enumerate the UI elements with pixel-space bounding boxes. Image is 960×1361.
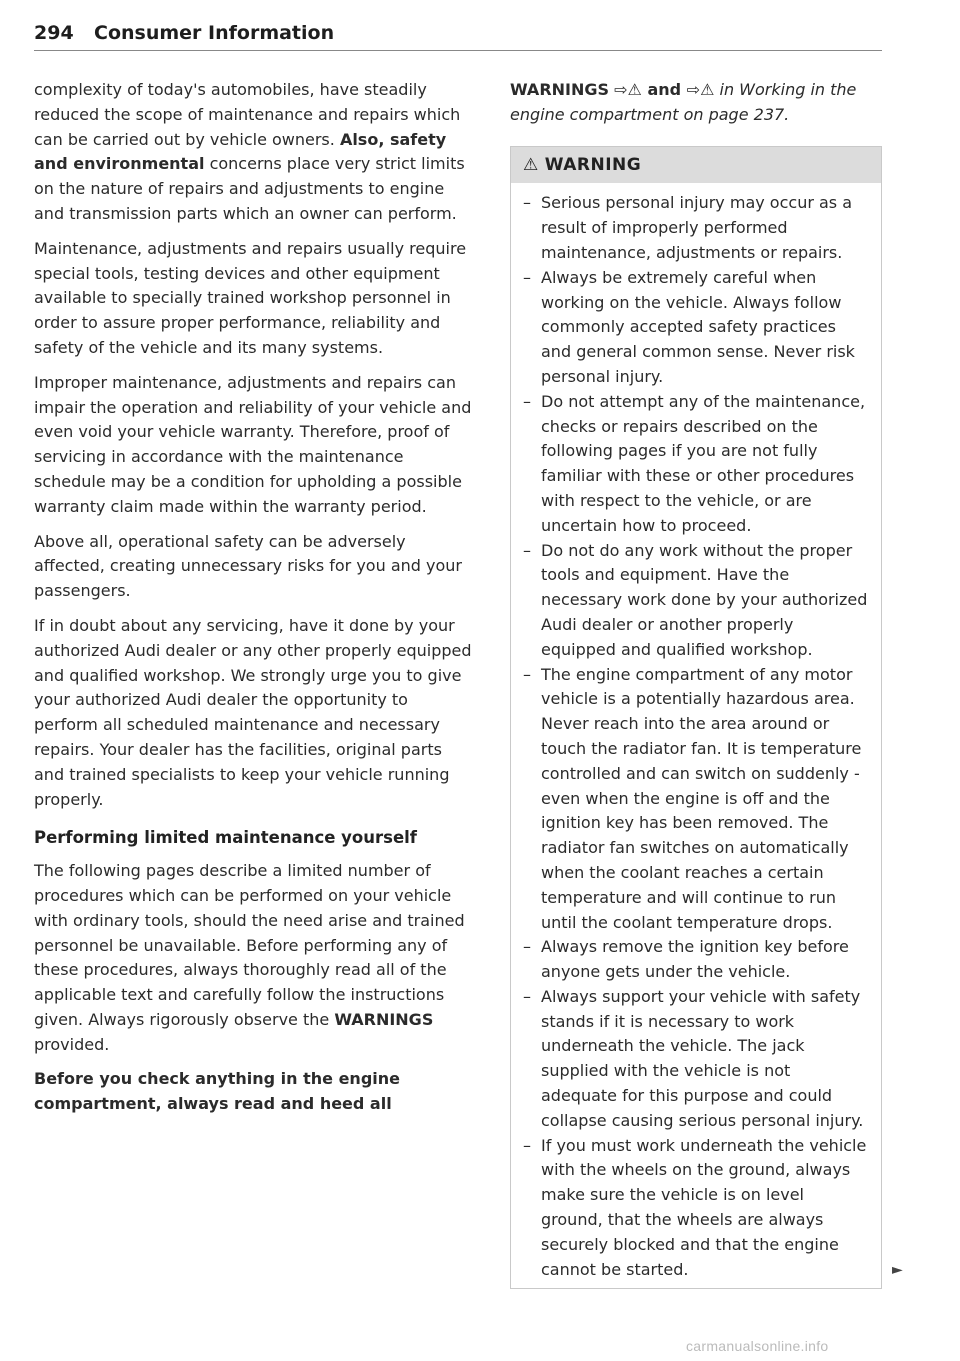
paragraph-4: Above all, operational safety can be adversely affected, creating unnecessary risks for you and your passengers. [34,531,462,601]
paragraph-1-text: complexity of today's automobiles, have steadily reduced the scope of maintenance and repairs which can be carried out by vehicle owners. [34,80,461,149]
warning-box [510,146,882,1290]
warning-item: – Always be extremely careful when working on the vehicle. Always follow commonly accepted safety practices and general common sense. Never risk personal injury. [523,266,869,390]
paragraph-5: If in doubt about any servicing, have it done by your authorized Audi dealer or any other properly equipped and qualified workshop. We strongly urge you to give your authorized Audi dealer the opportunity to perform all scheduled maintenance and necessary repairs. Your dealer has the facilities, original parts and trained specialists to keep your vehicle running properly. [34,615,472,809]
warnings-ref-text: in Working in the engine compartment on page 237. [510,80,857,124]
paragraph-3: Improper maintenance, adjustments and repairs can impair the operation and reliability of your vehicle and even void your vehicle warranty. Therefore, proof of servicing in accordance with the maintenance schedule may be a condition for upholding a possible warranty claim made within the warranty period. [34,372,472,516]
paragraph-1 [34,78,474,227]
warning-item: – The engine compartment of any motor vehicle is a potentially hazardous area. Never reach into the area around or touch the radiator fan. It is temperature controlled and can switch on suddenly - even when the engine is off and the ignition key has been removed. The radiator fan switches on automatically when the coolant reaches a certain temperature and will continue to run until the coolant temperature drops. [523,663,869,936]
warning-triangle-icon: ⚠ [523,154,539,175]
paragraph-2: Maintenance, adjustments and repairs usually require special tools, testing devices and other equipment available to specially trained workshop personnel in order to assure proper performance, reliability and safety of the vehicle and its many systems. [34,238,467,357]
section-title: Consumer Information [94,22,335,44]
paragraph-7: Before you check anything in the engine compartment, always read and heed all [34,1069,400,1114]
warning-title: WARNING [544,154,642,175]
paragraph-6-end: provided. [34,1034,110,1054]
warning-list [511,191,881,1282]
warnings-ref-bold: WARNINGS [510,80,610,99]
arrow-right-icon: ⇨ [614,80,628,99]
subheading-limited-maintenance: Performing limited maintenance yourself [34,828,417,848]
warning-item: – If you must work underneath the vehicle with the wheels on the ground, always make sure the vehicle is on level ground, that the wheels are always securely blocked and that the engine cannot be started. [523,1134,869,1283]
warning-header [511,147,881,184]
warning-item: – Always support your vehicle with safety stands if it is necessary to work underneath the vehicle. The jack supplied with the vehicle is not adequate for this purpose and could collapse causing serious personal injury. [523,985,869,1134]
watermark: carmanualsonline.info [686,1338,829,1354]
paragraph-1-bold: Also, safety and environmental [34,129,447,174]
warning-triangle-icon: ⚠ [700,80,715,99]
continue-arrow-icon: ► [892,1262,903,1278]
page-number: 294 [34,22,74,44]
paragraph-6-text: The following pages describe a limited number of procedures which can be performed on your vehicle with ordinary tools, should the need arise and trained personnel be unavailable. Before performing any of these procedures, always thoroughly read all of the applicable text and carefully follow the instructions given. Always rigorously observe the [34,861,465,1029]
warning-item: – Serious personal injury may occur as a result of improperly performed maintenance, adjustments or repairs. [523,191,869,265]
warnings-ref-and: and [641,80,687,99]
warning-item: – Do not do any work without the proper tools and equipment. Have the necessary work done by your authorized Audi dealer or another properly equipped and qualified workshop. [523,539,869,663]
paragraph-6-bold: WARNINGS [334,1009,434,1029]
warning-item: – Do not attempt any of the maintenance, checks or repairs described on the following pages if you are not fully familiar with these or other procedures with respect to the vehicle, or are uncertain how to proceed. [523,390,869,539]
warning-triangle-icon: ⚠ [627,80,642,99]
paragraph-6 [34,859,474,1057]
arrow-right-icon: ⇨ [686,80,701,99]
warnings-reference [510,78,882,128]
left-column [34,78,474,1117]
page-header [34,22,882,51]
right-column [510,78,882,1289]
paragraph-1-end: concerns place very strict limits on the nature of repairs and adjustments to engine and transmission parts which an owner can perform. [34,154,465,223]
warning-item: – Always remove the ignition key before anyone gets under the vehicle. [523,935,869,985]
